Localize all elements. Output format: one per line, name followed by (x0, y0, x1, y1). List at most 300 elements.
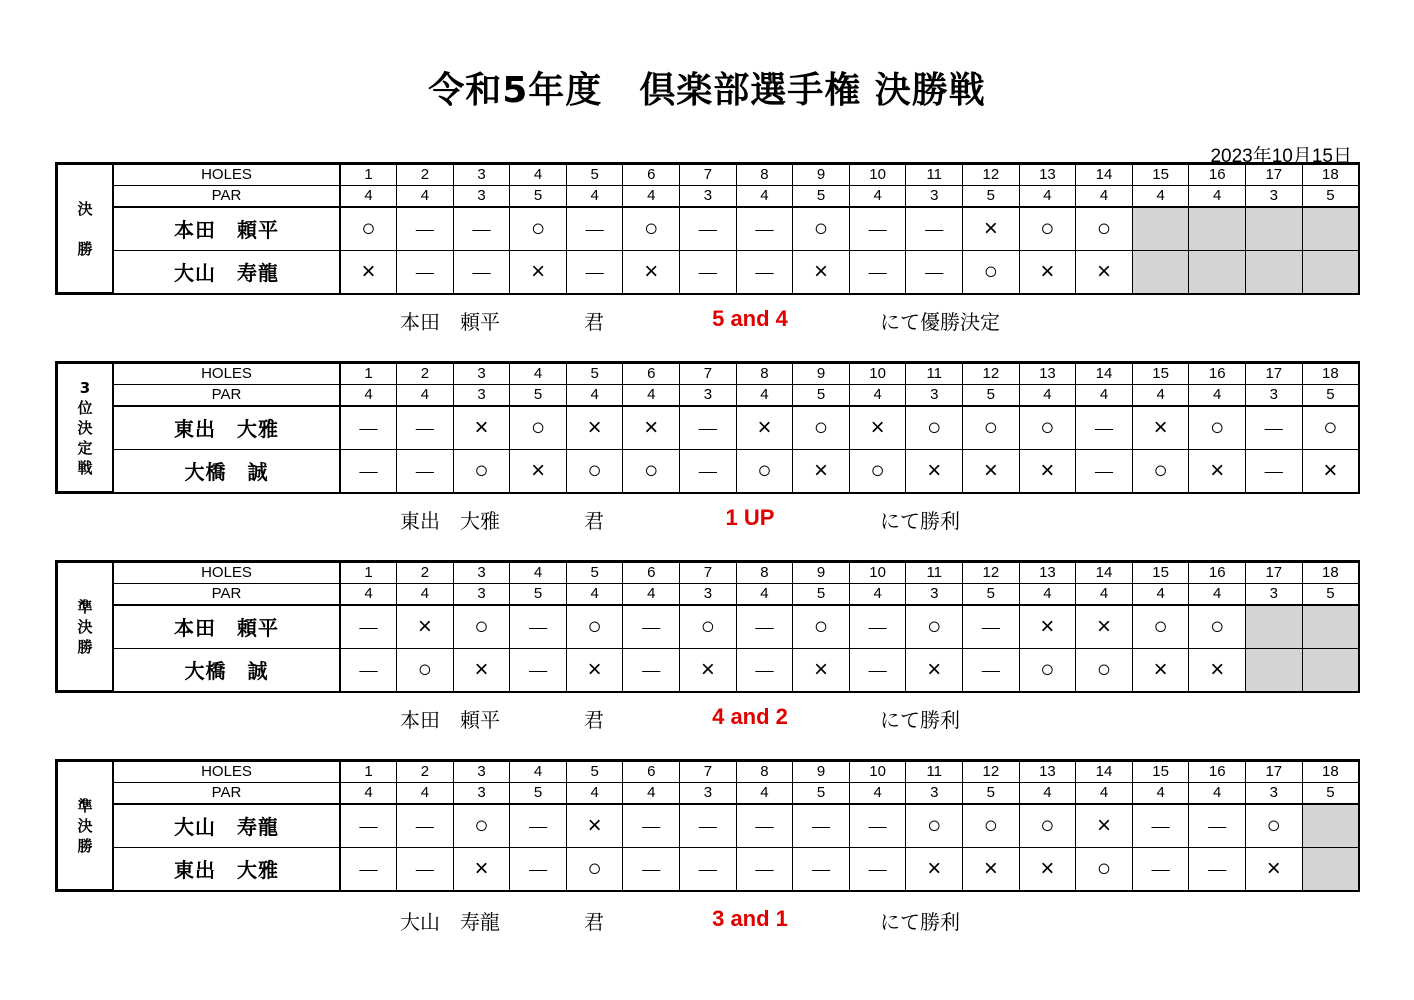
par-value: 5 (793, 185, 850, 207)
hole-result: ○ (793, 406, 850, 450)
unplayed-cell (1246, 250, 1303, 293)
hole-result: － (906, 250, 963, 293)
par-value: 3 (1246, 583, 1303, 605)
hole-result: × (906, 449, 963, 492)
hole-result: ○ (906, 605, 963, 649)
hole-number: 17 (1246, 562, 1303, 583)
par-value: 5 (963, 782, 1020, 804)
hole-result: － (963, 605, 1020, 649)
winner-name: 大山 寿龍 (400, 910, 500, 934)
holes-label: HOLES (113, 562, 340, 583)
hole-result: － (510, 605, 567, 649)
holes-row (57, 363, 1359, 384)
holes-label: HOLES (113, 164, 340, 185)
par-value: 4 (340, 782, 397, 804)
holes-label: HOLES (113, 761, 340, 782)
par-value: 4 (849, 185, 906, 207)
honorific: 君 (584, 509, 604, 533)
scorecard-table (56, 163, 1359, 294)
hole-result: ○ (1246, 804, 1303, 848)
hole-number: 2 (397, 164, 454, 185)
hole-result: ○ (1189, 605, 1246, 649)
result-text: にて勝利 (880, 910, 960, 934)
hole-result: × (793, 250, 850, 293)
hole-number: 6 (623, 562, 680, 583)
par-value: 3 (1246, 782, 1303, 804)
par-label: PAR (113, 583, 340, 605)
par-value: 4 (623, 384, 680, 406)
player-row (57, 804, 1359, 848)
hole-result: × (453, 648, 510, 691)
player-name: 大橋 誠 (113, 449, 340, 492)
hole-result: × (906, 847, 963, 890)
par-value: 4 (849, 782, 906, 804)
hole-number: 1 (340, 164, 397, 185)
hole-result: － (397, 804, 454, 848)
par-value: 5 (1302, 782, 1359, 804)
hole-result: － (849, 250, 906, 293)
hole-result: － (736, 847, 793, 890)
winner-name: 本田 頼平 (400, 310, 500, 334)
player-name: 本田 頼平 (113, 207, 340, 251)
par-value: 4 (397, 185, 454, 207)
hole-result: － (397, 449, 454, 492)
par-value: 4 (1076, 185, 1133, 207)
player-name: 東出 大雅 (113, 406, 340, 450)
hole-result: ○ (963, 406, 1020, 450)
hole-result: × (1019, 847, 1076, 890)
hole-result: × (849, 406, 906, 450)
par-value: 4 (1132, 583, 1189, 605)
hole-result: － (566, 207, 623, 251)
unplayed-cell (1246, 648, 1303, 691)
hole-result: ○ (736, 449, 793, 492)
hole-result: ○ (453, 605, 510, 649)
hole-result: ○ (680, 605, 737, 649)
hole-number: 11 (906, 164, 963, 185)
hole-result: － (736, 804, 793, 848)
hole-result: － (680, 804, 737, 848)
hole-result: × (793, 449, 850, 492)
hole-result: － (623, 847, 680, 890)
hole-result: × (1019, 605, 1076, 649)
par-value: 4 (736, 782, 793, 804)
par-value: 3 (906, 185, 963, 207)
hole-number: 6 (623, 363, 680, 384)
par-value: 4 (1076, 583, 1133, 605)
hole-number: 12 (963, 363, 1020, 384)
par-value: 3 (906, 782, 963, 804)
hole-number: 4 (510, 363, 567, 384)
player-name: 本田 頼平 (113, 605, 340, 649)
holes-row (57, 164, 1359, 185)
hole-result: － (510, 804, 567, 848)
hole-result: － (849, 207, 906, 251)
hole-number: 11 (906, 562, 963, 583)
par-value: 3 (453, 782, 510, 804)
match-result (0, 704, 1414, 734)
hole-result: × (397, 605, 454, 649)
hole-result: － (680, 207, 737, 251)
hole-number: 8 (736, 761, 793, 782)
hole-result: × (510, 449, 567, 492)
hole-result: － (1132, 847, 1189, 890)
hole-result: － (736, 605, 793, 649)
honorific: 君 (584, 910, 604, 934)
hole-number: 11 (906, 761, 963, 782)
hole-number: 4 (510, 562, 567, 583)
unplayed-cell (1302, 605, 1359, 649)
hole-result: ○ (1189, 406, 1246, 450)
par-value: 5 (793, 583, 850, 605)
stage-label: 準 決 勝 (57, 761, 113, 890)
hole-number: 15 (1132, 164, 1189, 185)
par-value: 4 (1189, 185, 1246, 207)
hole-result: × (623, 406, 680, 450)
hole-number: 7 (680, 761, 737, 782)
par-value: 4 (1132, 185, 1189, 207)
par-label: PAR (113, 185, 340, 207)
hole-result: × (1019, 250, 1076, 293)
hole-number: 15 (1132, 761, 1189, 782)
stage-label: 3 位 決 定 戦 (57, 363, 113, 492)
hole-number: 18 (1302, 761, 1359, 782)
par-label: PAR (113, 782, 340, 804)
hole-result: × (1076, 250, 1133, 293)
hole-number: 17 (1246, 761, 1303, 782)
par-value: 3 (453, 384, 510, 406)
hole-number: 9 (793, 562, 850, 583)
hole-result: × (1132, 648, 1189, 691)
par-value: 4 (623, 782, 680, 804)
player-name: 大山 寿龍 (113, 250, 340, 293)
hole-result: × (453, 406, 510, 450)
hole-result: ○ (963, 804, 1020, 848)
hole-number: 17 (1246, 164, 1303, 185)
par-value: 4 (1019, 782, 1076, 804)
par-value: 4 (340, 185, 397, 207)
hole-result: × (1246, 847, 1303, 890)
hole-result: － (736, 250, 793, 293)
par-value: 4 (849, 583, 906, 605)
hole-result: － (510, 847, 567, 890)
hole-result: ○ (566, 605, 623, 649)
par-value: 3 (680, 583, 737, 605)
honorific: 君 (584, 310, 604, 334)
player-row (57, 605, 1359, 649)
hole-number: 18 (1302, 562, 1359, 583)
par-value: 3 (453, 185, 510, 207)
hole-result: ○ (1019, 648, 1076, 691)
hole-result: － (849, 605, 906, 649)
hole-result: ○ (793, 605, 850, 649)
hole-result: × (566, 804, 623, 848)
match-result (0, 906, 1414, 936)
par-value: 3 (1246, 384, 1303, 406)
hole-result: ○ (1076, 648, 1133, 691)
par-value: 4 (1019, 185, 1076, 207)
holes-row (57, 761, 1359, 782)
par-value: 3 (1246, 185, 1303, 207)
player-name: 大橋 誠 (113, 648, 340, 691)
par-value: 5 (1302, 384, 1359, 406)
par-value: 4 (1076, 782, 1133, 804)
hole-number: 8 (736, 164, 793, 185)
hole-number: 2 (397, 363, 454, 384)
hole-number: 10 (849, 164, 906, 185)
hole-result: ○ (906, 406, 963, 450)
hole-result: ○ (623, 207, 680, 251)
hole-result: ○ (340, 207, 397, 251)
par-row (57, 583, 1359, 605)
hole-number: 16 (1189, 562, 1246, 583)
hole-result: － (1076, 449, 1133, 492)
hole-number: 18 (1302, 164, 1359, 185)
player-row (57, 250, 1359, 293)
hole-result: － (1076, 406, 1133, 450)
holes-label: HOLES (113, 363, 340, 384)
hole-number: 1 (340, 363, 397, 384)
hole-number: 3 (453, 562, 510, 583)
hole-result: ○ (906, 804, 963, 848)
winner-name: 東出 大雅 (400, 509, 500, 533)
hole-number: 4 (510, 761, 567, 782)
hole-result: － (849, 847, 906, 890)
par-value: 4 (1189, 384, 1246, 406)
hole-result: － (510, 648, 567, 691)
final-score: 4 and 2 (712, 704, 788, 729)
hole-result: ○ (510, 207, 567, 251)
hole-number: 13 (1019, 562, 1076, 583)
hole-result: － (623, 648, 680, 691)
hole-result: × (623, 250, 680, 293)
player-row (57, 449, 1359, 492)
hole-number: 10 (849, 363, 906, 384)
par-value: 3 (680, 185, 737, 207)
par-value: 5 (793, 782, 850, 804)
hole-result: － (1189, 804, 1246, 848)
hole-number: 13 (1019, 164, 1076, 185)
hole-result: － (680, 250, 737, 293)
hole-number: 1 (340, 761, 397, 782)
hole-result: ○ (453, 804, 510, 848)
final-score: 3 and 1 (712, 906, 788, 931)
hole-number: 12 (963, 761, 1020, 782)
par-value: 5 (1302, 583, 1359, 605)
hole-result: － (340, 847, 397, 890)
hole-result: － (453, 250, 510, 293)
par-value: 4 (849, 384, 906, 406)
hole-result: － (736, 648, 793, 691)
hole-number: 6 (623, 761, 680, 782)
hole-number: 16 (1189, 761, 1246, 782)
hole-result: ○ (453, 449, 510, 492)
hole-number: 12 (963, 562, 1020, 583)
hole-number: 11 (906, 363, 963, 384)
hole-number: 5 (566, 363, 623, 384)
par-value: 5 (510, 583, 567, 605)
player-row (57, 648, 1359, 691)
par-value: 5 (510, 782, 567, 804)
holes-row (57, 562, 1359, 583)
hole-result: － (849, 648, 906, 691)
hole-result: × (793, 648, 850, 691)
hole-result: － (397, 207, 454, 251)
final-score: 1 UP (725, 505, 775, 530)
hole-result: ○ (849, 449, 906, 492)
par-value: 5 (793, 384, 850, 406)
par-value: 5 (963, 384, 1020, 406)
par-value: 5 (963, 583, 1020, 605)
hole-number: 13 (1019, 761, 1076, 782)
unplayed-cell (1246, 207, 1303, 251)
hole-number: 14 (1076, 761, 1133, 782)
hole-result: － (623, 605, 680, 649)
scorecard-table (56, 362, 1359, 493)
hole-result: － (397, 847, 454, 890)
hole-number: 14 (1076, 363, 1133, 384)
par-row (57, 185, 1359, 207)
unplayed-cell (1189, 250, 1246, 293)
winner-name: 本田 頼平 (400, 708, 500, 732)
hole-number: 9 (793, 761, 850, 782)
match-result (0, 306, 1414, 336)
hole-result: － (340, 648, 397, 691)
hole-number: 3 (453, 363, 510, 384)
hole-number: 9 (793, 363, 850, 384)
hole-result: ○ (1019, 207, 1076, 251)
hole-number: 16 (1189, 363, 1246, 384)
hole-result: － (1246, 406, 1303, 450)
hole-result: × (1076, 804, 1133, 848)
par-value: 5 (510, 384, 567, 406)
par-value: 3 (680, 782, 737, 804)
par-value: 4 (340, 384, 397, 406)
hole-result: × (963, 449, 1020, 492)
hole-result: × (566, 648, 623, 691)
hole-number: 13 (1019, 363, 1076, 384)
hole-number: 3 (453, 761, 510, 782)
hole-result: － (623, 804, 680, 848)
hole-number: 8 (736, 562, 793, 583)
player-name: 東出 大雅 (113, 847, 340, 890)
unplayed-cell (1302, 847, 1359, 890)
hole-result: － (340, 406, 397, 450)
hole-result: － (566, 250, 623, 293)
par-value: 4 (736, 185, 793, 207)
hole-result: － (453, 207, 510, 251)
par-value: 4 (1132, 782, 1189, 804)
hole-result: ○ (566, 847, 623, 890)
unplayed-cell (1189, 207, 1246, 251)
par-value: 3 (906, 384, 963, 406)
unplayed-cell (1246, 605, 1303, 649)
hole-result: － (397, 250, 454, 293)
scorecard-table (56, 561, 1359, 692)
stage-label: 決 勝 (57, 164, 113, 293)
hole-number: 5 (566, 761, 623, 782)
hole-result: － (340, 605, 397, 649)
unplayed-cell (1302, 207, 1359, 251)
hole-result: － (1132, 804, 1189, 848)
honorific: 君 (584, 708, 604, 732)
final-score: 5 and 4 (712, 306, 788, 331)
unplayed-cell (1132, 250, 1189, 293)
hole-result: × (680, 648, 737, 691)
par-label: PAR (113, 384, 340, 406)
hole-number: 18 (1302, 363, 1359, 384)
hole-result: × (340, 250, 397, 293)
par-value: 5 (1302, 185, 1359, 207)
par-value: 4 (340, 583, 397, 605)
hole-result: － (1246, 449, 1303, 492)
hole-result: ○ (510, 406, 567, 450)
hole-number: 7 (680, 562, 737, 583)
hole-result: ○ (1019, 406, 1076, 450)
hole-result: × (1076, 605, 1133, 649)
par-value: 4 (1019, 384, 1076, 406)
par-value: 4 (623, 583, 680, 605)
result-text: にて勝利 (880, 708, 960, 732)
par-value: 4 (566, 384, 623, 406)
hole-number: 3 (453, 164, 510, 185)
hole-number: 7 (680, 363, 737, 384)
hole-result: × (510, 250, 567, 293)
hole-result: － (1189, 847, 1246, 890)
unplayed-cell (1302, 250, 1359, 293)
hole-result: ○ (623, 449, 680, 492)
hole-number: 10 (849, 761, 906, 782)
hole-result: × (1302, 449, 1359, 492)
hole-result: － (793, 804, 850, 848)
par-value: 4 (1019, 583, 1076, 605)
hole-result: ○ (397, 648, 454, 691)
hole-number: 10 (849, 562, 906, 583)
hole-number: 2 (397, 562, 454, 583)
hole-number: 17 (1246, 363, 1303, 384)
hole-number: 12 (963, 164, 1020, 185)
hole-number: 1 (340, 562, 397, 583)
hole-result: × (906, 648, 963, 691)
par-value: 4 (397, 782, 454, 804)
hole-result: ○ (1019, 804, 1076, 848)
hole-result: － (397, 406, 454, 450)
page-title: 令和5年度 倶楽部選手権 決勝戦 (428, 70, 986, 111)
hole-number: 8 (736, 363, 793, 384)
par-value: 4 (1132, 384, 1189, 406)
hole-result: ○ (963, 250, 1020, 293)
hole-result: － (906, 207, 963, 251)
hole-number: 6 (623, 164, 680, 185)
unplayed-cell (1132, 207, 1189, 251)
par-value: 4 (397, 384, 454, 406)
scorecard-table (56, 760, 1359, 891)
hole-number: 4 (510, 164, 567, 185)
match-date: 2023年10月15日 (1210, 146, 1352, 167)
unplayed-cell (1302, 804, 1359, 848)
stage-label: 準 決 勝 (57, 562, 113, 691)
hole-result: ○ (1302, 406, 1359, 450)
hole-result: × (1019, 449, 1076, 492)
par-value: 3 (906, 583, 963, 605)
hole-number: 7 (680, 164, 737, 185)
hole-result: × (566, 406, 623, 450)
par-value: 4 (1189, 782, 1246, 804)
hole-result: － (680, 449, 737, 492)
hole-result: ○ (566, 449, 623, 492)
par-value: 4 (736, 384, 793, 406)
par-value: 5 (963, 185, 1020, 207)
